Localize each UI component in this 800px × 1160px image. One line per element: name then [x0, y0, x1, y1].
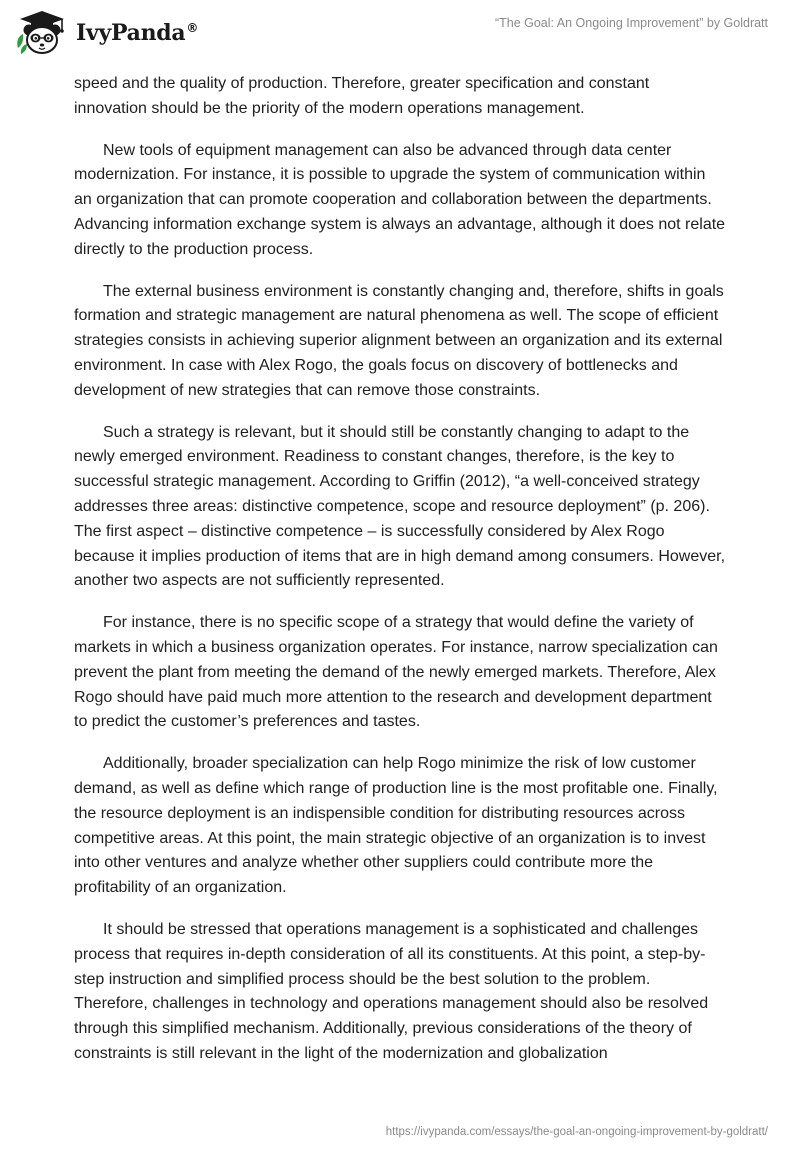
paragraph: For instance, there is no specific scope of a strategy that would define the variety of markets in which a business organization operates. For instance, narrow specialization can prevent the plant from meeting the demand of the newly emerged markets. Therefore, Alex Rogo should have paid much more attention to the research and development department to predict the customer’s preferences and tastes.	[74, 614, 718, 731]
paragraph: Such a strategy is relevant, but it should still be constantly changing to adapt to the newly emerged environment. Readiness to constant changes, therefore, is the key to successful strategic management. According to Griffin (2012), “a well-conceived strategy addresses three areas: distinctive competence, scope and resource deployment” (p. 206). The first aspect – distinctive competence – is successfully considered by Alex Rogo because it implies production of items that are in high demand among consumers. However, another two aspects are not sufficiently represented.	[74, 423, 726, 590]
source-url[interactable]: https://ivypanda.com/essays/the-goal-an-ongoing-improvement-by-goldratt/	[385, 1126, 768, 1138]
page-header	[0, 0, 800, 70]
panda-graduate-icon	[14, 8, 70, 58]
paragraph: Additionally, broader specialization can help Rogo minimize the risk of low customer demand, as well as define which range of production line is the most profitable one. Finally, the resource deployment is an indispensible condition for distributing resources across competitive areas. At this point, the main strategic objective of an organization is to invest into other ventures and analyze whether other suppliers could contribute more the profitability of an organization.	[74, 755, 718, 897]
paragraph: New tools of equipment management can also be advanced through data center modernization. For instance, it is possible to upgrade the system of communication within an organization that can promote cooperation and collaboration between the departments. Advancing information exchange system is always an advantage, although it does not relate directly to the production process.	[74, 141, 726, 258]
paragraph: It should be stressed that operations management is a sophisticated and challenges process that requires in-depth consideration of all its constituents. At this point, a step-by-step instruction and simplified process should be the best solution to the problem. Therefore, challenges in technology and operations management should also be resolved through this simplified mechanism. Additionally, previous considerations of the theory of constraints is still relevant in the light of the modernization and globalization	[74, 920, 709, 1062]
running-title: “The Goal: An Ongoing Improvement” by Goldratt	[494, 16, 768, 30]
paragraph: speed and the quality of production. Therefore, greater specification and constant innovation should be the priority of the modern operations management.	[74, 75, 650, 117]
paragraph: The external business environment is constantly changing and, therefore, shifts in goals formation and strategic management are natural phenomena as well. The scope of efficient strategies consists in achieving superior alignment between an organization and its external environment. In case with Alex Rogo, the goals focus on discovery of bottlenecks and development of new strategies that can remove those constraints.	[74, 282, 724, 399]
essay-body	[74, 72, 726, 1084]
logo-wordmark: IvyPanda®	[76, 20, 199, 46]
ivypanda-logo[interactable]	[14, 8, 198, 58]
